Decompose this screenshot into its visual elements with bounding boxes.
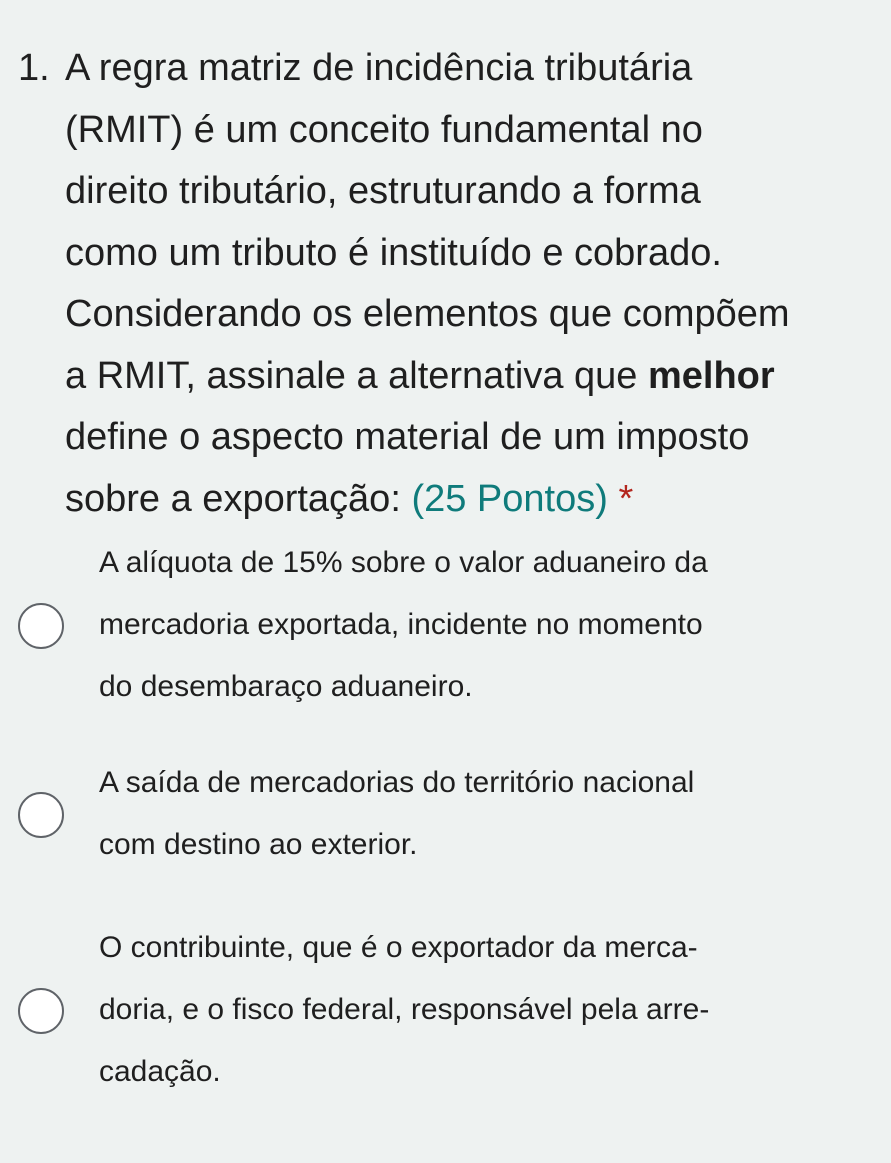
radio-button-option-2[interactable] xyxy=(18,792,64,838)
option-line: do desembaraço aduaneiro. xyxy=(99,670,473,703)
required-marker: * xyxy=(618,477,634,520)
question-line-text: a RMIT, assinale a alternativa que xyxy=(65,354,648,397)
question-line xyxy=(65,469,877,531)
question-line xyxy=(65,346,877,408)
question-line: define o aspecto material de um imposto xyxy=(65,416,750,458)
option-2[interactable] xyxy=(18,752,878,876)
question-number: 1. xyxy=(18,47,50,89)
question-line: como um tributo é instituído e cobrado. xyxy=(65,231,722,274)
option-line: O contribuinte, que é o exportador da merca- xyxy=(99,931,698,964)
question-line: direito tributário, estruturando a forma xyxy=(65,170,701,212)
question-line: (RMIT) é um conceito fundamental no xyxy=(65,108,703,151)
question-line: A regra matriz de incidência tributária xyxy=(65,47,693,89)
option-line: doria, e o fisco federal, responsável pela arre- xyxy=(99,993,710,1026)
option-2-label[interactable] xyxy=(99,752,879,876)
radio-button-option-3[interactable] xyxy=(18,988,64,1034)
option-line: A saída de mercadorias do território nacional xyxy=(99,766,695,799)
option-line: A alíquota de 15% sobre o valor aduaneiro da xyxy=(99,546,708,579)
radio-button-option-1[interactable] xyxy=(18,603,64,649)
option-3-label[interactable] xyxy=(99,917,879,1103)
points-label: (25 Pontos) xyxy=(411,477,608,520)
question-line-text: sobre a exportação: xyxy=(65,477,412,520)
option-line: mercadoria exportada, incidente no momento xyxy=(99,608,703,641)
option-3[interactable] xyxy=(18,917,878,1103)
question-line: Considerando os elementos que compõem xyxy=(65,293,790,335)
question-text xyxy=(65,38,877,530)
option-1[interactable] xyxy=(18,532,878,718)
option-1-label[interactable] xyxy=(99,532,879,718)
option-line: com destino ao exterior. xyxy=(99,828,418,861)
option-line: cadação. xyxy=(99,1055,221,1088)
question-emphasis: melhor xyxy=(647,354,775,397)
